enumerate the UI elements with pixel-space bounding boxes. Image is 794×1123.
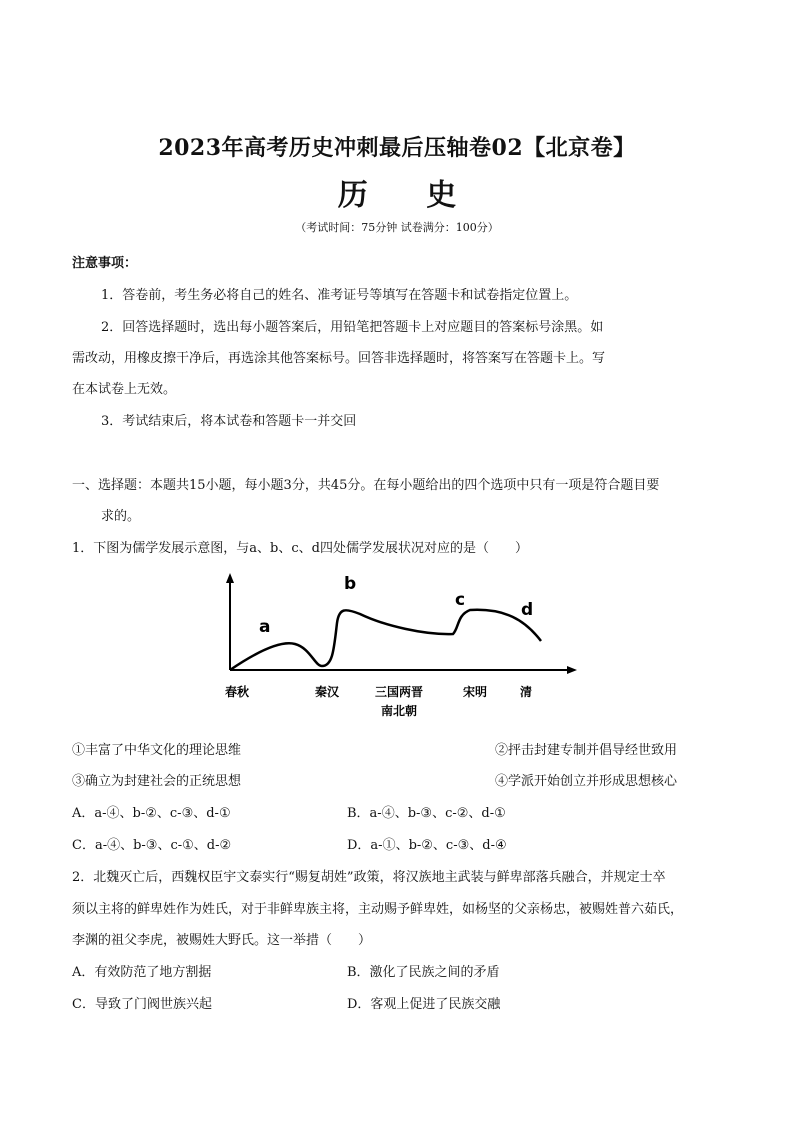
exam-time-info: （考试时间：75分钟 试卷满分：100分） xyxy=(295,221,499,234)
section-1-heading-line-1: 一、选择题：本题共15小题，每小题3分，共45分。在每小题给出的四个选项中只有一项是符合题目要 xyxy=(72,478,660,493)
notice-item-2-line-3: 在本试卷上无效。 xyxy=(72,382,177,397)
question-1-stem: 1．下图为儒学发展示意图，与a、b、c、d四处儒学发展状况对应的是（ ） xyxy=(72,541,528,556)
point-label-b: b xyxy=(344,574,357,594)
notice-heading: 注意事项： xyxy=(72,256,138,271)
statement-2: ②抨击封建专制并倡导经世致用 xyxy=(495,743,678,758)
q1-option-a: A．a-④、b-②、c-③、d-① xyxy=(72,806,231,821)
point-label-c: c xyxy=(455,590,466,610)
confucianism-development-chart xyxy=(215,568,585,720)
y-axis-arrow xyxy=(226,573,234,583)
x-axis-arrow xyxy=(567,666,577,674)
x-tick-label: 宋明 xyxy=(463,685,488,699)
q2-option-a: A．有效防范了地方割据 xyxy=(72,965,212,980)
notice-item-1: 1．答卷前，考生务必将自己的姓名、准考证号等填写在答题卡和试卷指定位置上。 xyxy=(101,288,578,303)
notice-item-2-line-2: 需改动，用橡皮擦干净后，再选涂其他答案标号。回答非选择题时，将答案写在答题卡上。写 xyxy=(72,351,606,366)
x-tick-label: 清 xyxy=(520,685,533,699)
point-label-d: d xyxy=(521,600,534,620)
x-tick-label: 秦汉 xyxy=(315,685,340,699)
q1-option-d: D．a-①、b-②、c-③、d-④ xyxy=(347,838,507,853)
point-label-a: a xyxy=(259,617,271,637)
q2-option-c: C．导致了门阀世族兴起 xyxy=(72,997,212,1012)
question-2-stem-line-2: 须以主将的鲜卑姓作为姓氏，对于非鲜卑族主将，主动赐予鲜卑姓，如杨坚的父亲杨忠，被赐姓普六茹氏， xyxy=(72,902,684,917)
q1-option-b: B．a-④、b-③、c-②、d-① xyxy=(347,806,506,821)
x-tick-label: 南北朝 xyxy=(381,704,418,718)
exam-title: 2023年高考历史冲刺最后压轴卷02【北京卷】 xyxy=(158,135,636,161)
notice-item-3: 3．考试结束后，将本试卷和答题卡一并交回 xyxy=(101,414,357,429)
notice-item-2-line-1: 2．回答选择题时，选出每小题答案后，用铅笔把答题卡上对应题目的答案标号涂黑。如 xyxy=(101,320,604,335)
question-2-stem-line-3: 李渊的祖父李虎，被赐姓大野氏。这一举措（ ） xyxy=(72,933,372,948)
development-curve xyxy=(230,610,541,670)
statement-4: ④学派开始创立并形成思想核心 xyxy=(495,774,678,789)
q2-option-d: D．客观上促进了民族交融 xyxy=(347,997,501,1012)
statement-3: ③确立为封建社会的正统思想 xyxy=(72,774,242,789)
q2-option-b: B．激化了民族之间的矛盾 xyxy=(347,965,500,980)
statement-1: ①丰富了中华文化的理论思维 xyxy=(72,743,242,758)
section-1-heading-line-2: 求的。 xyxy=(101,509,141,524)
subject-title: 历 史 xyxy=(337,178,481,213)
q1-option-c: C．a-④、b-③、c-①、d-② xyxy=(72,838,232,853)
x-tick-label: 春秋 xyxy=(225,685,250,699)
question-2-stem-line-1: 2．北魏灭亡后，西魏权臣宇文泰实行“赐复胡姓”政策，将汉族地主武装与鲜卑部落兵融合，并规定士卒 xyxy=(72,870,666,885)
x-tick-label: 三国两晋 xyxy=(375,685,424,699)
